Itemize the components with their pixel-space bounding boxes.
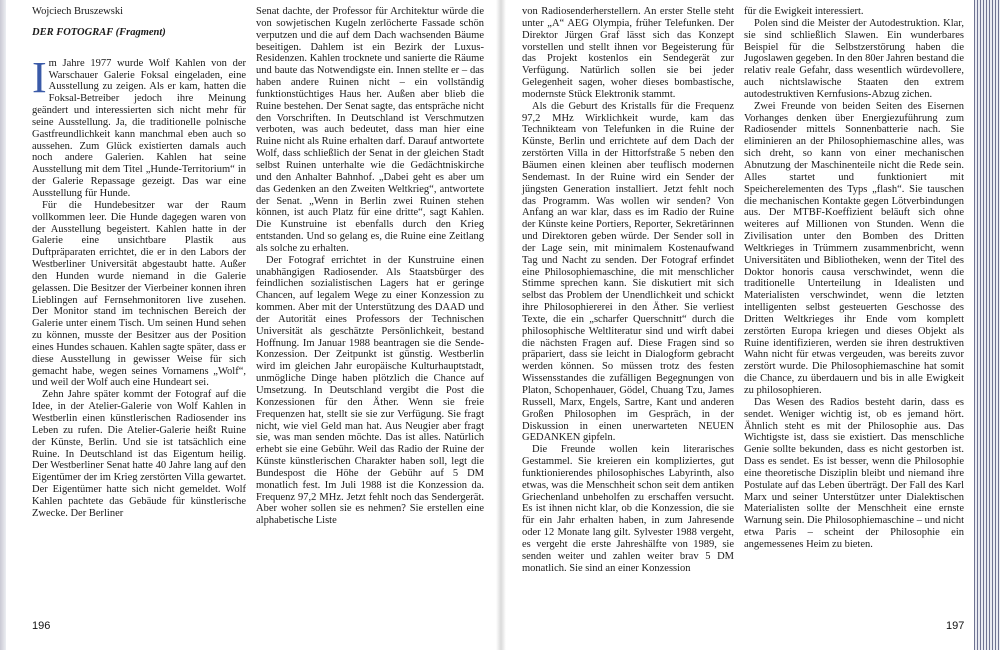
paragraph: Zehn Jahre später kommt der Fotograf auf die Idee, in der Atelier-Galerie von Wolf Kahlen in Westberlin einen künstlerischen Radiosender ins Leben zu rufen. Die Atelier-Galerie heißt Ruine der Künste, Berlin. Und sie ist tatsächlich eine Ruine. In Deutschland ist das Eigentum heilig. Der Westberliner Senat hatte 40 Jahre lang auf den Eigentümer der im Krieg zerstörten Villa gewartet. Der Eigentümer hatte sich nicht gemeldet. Wolf Kahlen pachtete das Gebäude für künstlerische Zwecke. Der Berliner	[32, 389, 246, 519]
paragraph: Im Jahre 1977 wurde Wolf Kahlen von der Warschauer Galerie Foksal eingeladen, eine Ausstellung zu zeigen. Als er kam, hatten die Foksal-Betreiber jedoch ihre Meinung geändert und interessierten sich nicht mehr für seine Ausstellung. Ja, die traditionelle polnische Gastfreundlichkeit kann manchmal eben auch so aussehen. Zum Glück existierten damals auch noch andere Galerien. Kahlen hat seine Ausstellung mit dem Titel „Hunde-Territorium“ in der Galerie Repassage gezeigt. Das war eine Ausstellung für Hunde.	[32, 52, 246, 199]
left-page-column-2	[256, 6, 484, 527]
paragraph: Als die Geburt des Kristalls für die Frequenz 97,2 MHz Wirklichkeit wurde, kam das Technikteam von Telefunken in die Ruine der Künste, Berlin und errichtete auf dem Dach der zerstörten Villa in der Hittorfstraße 5 neben den Bäumen einen kleinen aber teuflisch modernen Sendemast. In der Ruine wird ein Sender der jüngsten Generation installiert. Jetzt fehlt noch das Programm. Was wollen wir senden? Von Anfang an war klar, dass es im Radio der Ruine der Künste keine Portiers, Reporter, Sekretärinnen und Direktoren geben würde. Der Sender soll in der Lage sein, mit minimalem Kostenaufwand Tag und Nacht zu senden. Der Fotograf erfindet eine Philosophiemaschine, die mit menschlicher Stimme sprechen kann. Sie diskutiert mit sich selbst das Problem der Unendlichkeit und schickt ihre Philosophiererei in den Äther. Sie verliest Texte, die ein „scharfer Querschnitt“ durch die philosophische Weltliteratur sind und wirft dabei die nächsten Fragen auf. Diese Fragen sind so präpariert, dass sie leicht in Dialogform gebracht werden können. So müssen trotz des festen Wissensstandes die zufälligen Begegnungen von Platon, Schopenhauer, Gödel, Chuang Tzu, James Russell, Marx, Engels, Sartre, Kant und anderen Großen Philosophen im Gespräch, in der Diskussion in einen unerwarteten NEUEN GEDANKEN gipfeln.	[522, 100, 734, 444]
paragraph: Die Freunde wollen kein literarisches Gestammel. Sie kreieren ein kompliziertes, gut funktionierendes philosophisches Labyrinth, also etwas, was die Menschheit schon seit dem antiken Griechenland unbeholfen zu erschaffen versucht. Es ist ihnen nicht klar, ob die Konzession, die sie für ein Jahr erhalten haben, in zum Jahresende oder 12 Monate lang gilt. Sylvester 1988 vergeht, es vergeht die erste Jahreshälfte von 1989, sie senden weiter und zahlen weiter brav 5 DM monatlich. Sie sind an einer Konzession	[522, 444, 734, 574]
paragraph: für die Ewigkeit interessiert.	[744, 6, 864, 17]
paragraph: von Radiosenderherstellern. An erster Stelle steht unter „A“ AEG Olympia, früher Telefunken. Der Direktor Jürgen Graf lässt sich das Konzept vorstellen und stellt ihnen vor Begeisterung für das Projekt kostenlos ein Sendegerät zur Verfügung. Natürlich sollen sie bei jeder Gelegenheit sagen, woher dieses bombastische, modernste Stück Elektronik stammt.	[522, 6, 734, 100]
article-title: DER FOTOGRAF (Fragment)	[32, 26, 166, 38]
page-number-left: 196	[32, 620, 51, 632]
paragraph: Polen sind die Meister der Autodestruktion. Klar, sie sind schließlich Slawen. Ein wunderbares Beispiel für die Selbstzerstörung haben die Jugoslawen gegeben. In den 80er Jahren bestand die relativ reale Gefahr, dass wesentlich würdevollere, auch nichtslawische Staaten den extrem autodestruktiven Kernfusions-Abzug zichen.	[744, 17, 964, 100]
left-page-column-1	[32, 6, 246, 520]
right-page-column-1	[522, 6, 734, 575]
right-page-column-2	[744, 6, 964, 551]
book-page-stack-edge	[974, 0, 1000, 650]
paragraph: Zwei Freunde von beiden Seiten des Eisernen Vorhanges denken über Energiezuführung zum Radiosender mittels Sonnenbatterie nach. Sie eliminieren an der Philosophiemaschine alles, was sich dreht, so kann von einer mechanischen Abnutzung der Maschinenteile nicht die Rede sein. Alles startet und funktioniert mit Speicherelementen des Typs „flash“. Sie tauschen die mechanischen Kontakte gegen Lötverbindungen aus. Der MTBF-Koeffizient beläuft sich ohne weiteres auf Millionen von Stunden. Wenn die Zivilisation unter den Bomben des Dritten Weltkrieges in Trümmern zusammenbricht, wenn Universitäten und Bibliotheken, wenn der Titel des Doktor honoris causa verschwindet, wenn die traditionelle Unterteilung in Idealisten und Materialisten verschwindet, wenn die letzten intelligenten selbst gesteuerten Geschosse des Dritten Weltkrieges ihr Ende vom komplett zerstörten Europa kriegen und dieses Objekt als Ruine identifizieren, werden sie ihren destruktiven Wahn nicht für etwas vergeuden, was bereits zuvor zerstört wurde. Die Philosophiemaschine hat somit die Chance, zu überdauern und bis in alle Ewigkeit zu philosophieren.	[744, 100, 964, 396]
page-number-right: 197	[946, 620, 965, 632]
drop-cap: I	[32, 52, 47, 102]
right-page	[506, 0, 974, 650]
author-name: Wojciech Bruszewski	[32, 6, 124, 17]
paragraph: Für die Hundebesitzer war der Raum vollkommen leer. Die Hunde dagegen waren von der Ausstellung begeistert. Kahlen hatte in der Galerie eine unsichtbare Plastik aus Duftpräparaten errichtet, die er in den Labors der Westberliner Universität abgestaubt hatte. Außer den Hunden wurde niemand in die Galerie gelassen. Die Besitzer der Vierbeiner konnen ihren Lieblingen auf Fernsehmonitoren live zusehen. Der Monitor stand im technischen Bereich der Galerie unter einem Tisch. Um seinen Hund sehen zu können, musste der Besitzer aus der Position eines Hundes schauen. Kahlen sagte später, dass er diese Ausstellung in gewisser Weise für sich gemacht habe, wegen seines Vornamens „Wolf“, und weil der Wolf auch eine Hundeart sei.	[32, 199, 246, 389]
book-gutter	[496, 0, 506, 650]
paragraph: Der Fotograf errichtet in der Kunstruine einen unabhängigen Radiosender. Als Staatsbürger des feindlichen sozialistischen Lagers hat er geringe Chancen, auf legalem Wege zu einer Konzession zu kommen. Aber mit der Unterstützung des DAAD und der Autorität eines Professors der Technischen Universität als geschätzte Persönlichkeit, bestand Hoffnung. Im Januar 1988 beantragen sie die Sende-Konzession. Der Zeitpunkt ist günstig. Westberlin wird im gleichen Jahr europäische Kulturhauptstadt, unmögliche Dinge haben plötzlich die Chance auf Umsetzung. In Deutschland vergibt die Post die Konzessionen für den Äther. Wenn sie freie Frequenzen hat, stellt sie sie zur Verfügung. Sie fragt nicht, wie viel Geld man hat. Aus Neugier aber fragt sie, was man senden möchte. Das ist alles. Natürlich erhebt sie eine Gebühr. Weil das Radio der Ruine der Künste künstlerischen Charakter haben soll, legt die Bundespost die Höhe der Gebühr auf 5 DM monatlich fest. Im Juli 1988 ist die Konzession da. Frequenz 97,2 MHz. Jetzt fehlt noch das Sendergerät. Aber woher sollen sie es nehmen? Sie erstellen eine alphabetische Liste	[256, 254, 484, 527]
paragraph: Senat dachte, der Professor für Architektur würde die von sowjetischen Kugeln zerlöcherte Fassade schön verputzen und die auf dem Dach wachsenden Bäume beseitigen. Dahlem ist ein Bezirk der Luxus-Residenzen. Kahlen trocknete und sanierte die Räume und baute das Notwendigste ein. Innen stellte er – das haben andere Ruinen nicht – ein vollständig funktionstüchtiges Haus her. Außen aber blieb die Ruine bestehen. Der Senat sagte, das entspräche nicht den Vorschriften. In Deutschland ist Verschmutzen verboten, was auch bedeutet, dass man hier eine Ruine nicht als Ruine erhalten darf. Darauf antwortete Wolf, dass schließlich der Senat in der gleichen Stadt selbst Ruinen unterhalte wie die Gedächtniskirche und den Anhalter Bahnhof. „Dabei geht es aber um das Gedenken an den Zweiten Weltkrieg“, antwortete der Senat. „Wenn in Berlin zwei Ruinen stehen können, ist auch Platz für eine dritte“, sagt Kahlen. Die Kunstruine ist ebenfalls durch den Krieg entstanden. Und so gelang es, die Ruine eine Zeitlang als solche zu erhalten.	[256, 6, 484, 254]
paragraph: Das Wesen des Radios besteht darin, dass es sendet. Weniger wichtig ist, ob es jemand hört. Ähnlich steht es mit der Philosophie aus. Das Wichtigste ist, dass sie existiert. Das menschliche Genie sollte bekunden, dass es nicht gestorben ist. Dass es sendet. Es ist besser, wenn die Philosophie eine theoretische Disziplin bleibt und niemand ihre Postulate auf das Leben überträgt. Der Fall des Karl Marx und seiner Unterstützer unter Dialektischen Materialisten sollte der Menschheit eine ernste Warnung sein. Die Philosophiemaschine – und nicht etwa Paris – scheint der Philosophie ein angemessenes Heim zu bieten.	[744, 396, 964, 550]
left-page	[6, 0, 496, 650]
